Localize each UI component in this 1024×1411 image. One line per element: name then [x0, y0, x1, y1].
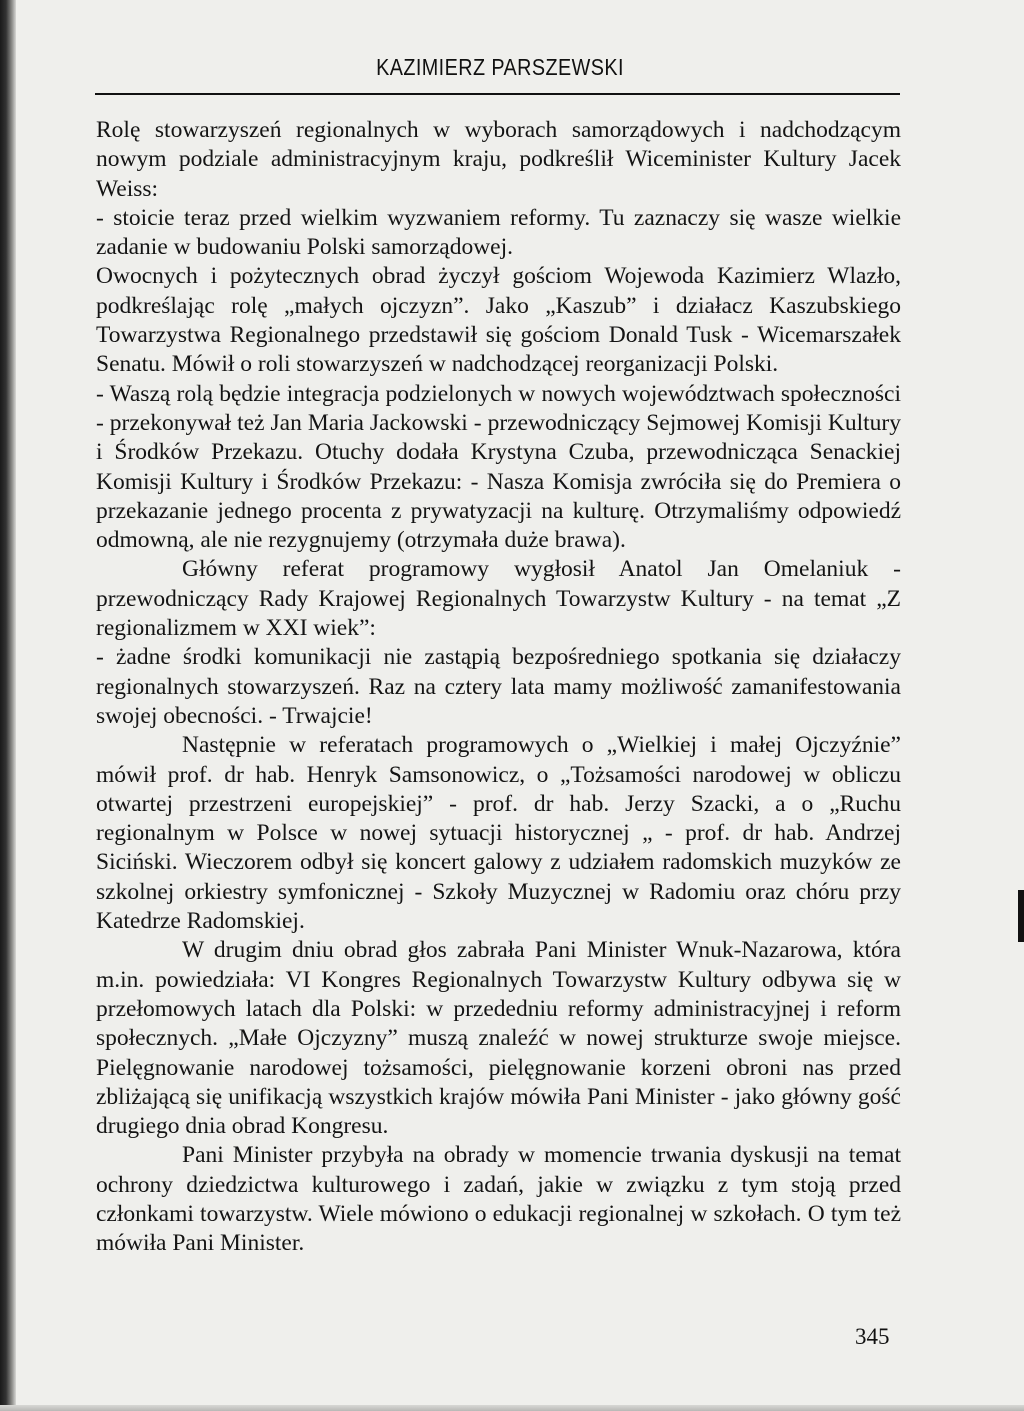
page-bottom-edge — [0, 1405, 1024, 1411]
paragraph: - żadne środki komunikacji nie zastąpią bezpośredniego spotkania się działaczy regionalnych stowarzyszeń. Raz na cztery lata mamy możliwość zamanifestowania swojej obecności. - Trwajcie! — [96, 644, 901, 729]
paragraph: W drugim dniu obrad głos zabrała Pani Minister Wnuk-Nazarowa, która m.in. powiedziała: VI Kongres Regionalnych Towarzystw Kultury odbywa się w przełomowych latach dla Polski: w przededniu reformy administracyjnej i reform społecznych. „Małe Ojczyzny” muszą znaleźć w nowej strukturze swoje miejsce. Pielęgnowanie narodowej tożsamości, pielęgnowanie korzeni obroni nas przed zbliżającą się unifikacją wszystkich krajów mówiła Pani Minister - jako główny gość drugiego dnia obrad Kongresu. — [96, 937, 901, 1140]
paragraph: Następnie w referatach programowych o „Wielkiej i małej Ojczyźnie” mówił prof. dr hab. Henryk Samsonowicz, o „Tożsamości narodowej w obliczu otwartej przestrzeni europejskiej” - prof. dr hab. Jerzy Szacki, a o „Ruchu regionalnym w Polsce w nowej sytuacji historycznej „ - prof. dr hab. Andrzej Siciński. Wieczorem odbył się koncert galowy z udziałem radomskich muzyków ze szkolnej orkiestry symfonicznej - Szkoły Muzycznej w Radomiu oraz chóru przy Katedrze Radomskiej. — [96, 732, 901, 935]
paragraph: Pani Minister przybyła na obrady w momencie trwania dyskusji na temat ochrony dziedzictwa kulturowego i zadań, jakie w związku z tym stoją przed członkami towarzystw. Wiele mówiono o edukacji regionalnej w szkołach. O tym też mówiła Pani Minister. — [96, 1142, 901, 1257]
header-rule — [95, 93, 900, 95]
book-spine-shadow — [0, 0, 16, 1411]
paragraph: Owocnych i pożytecznych obrad życzył gościom Wojewoda Kazimierz Wlazło, podkreślając rolę „małych ojczyzn”. Jako „Kaszub” i działacz Kaszubskiego Towarzystwa Regionalnego przedstawił się gościom Donald Tusk - Wicemarszałek Senatu. Mówił o roli stowarzyszeń w nadchodzącej reorganizacji Polski. — [96, 263, 901, 378]
paragraph: Rolę stowarzyszeń regionalnych w wyborach samorządowych i nadchodzącym nowym podziale administracyjnym kraju, podkreślił Wiceminister Kultury Jacek Weiss: — [96, 117, 901, 202]
page-number: 345 — [855, 1324, 890, 1349]
running-head: KAZIMIERZ PARSZEWSKI — [376, 54, 624, 80]
paragraph: - stoicie teraz przed wielkim wyzwaniem reformy. Tu zaznaczy się wasze wielkie zadanie w budowaniu Polski samorządowej. — [96, 204, 901, 261]
paragraph: - Waszą rolą będzie integracja podzielonych w nowych województwach społeczności - przekonywał też Jan Maria Jackowski - przewodniczący Sejmowej Komisji Kultury i Środków Przekazu. Otuchy dodała Krystyna Czuba, przewodnicząca Senackiej Komisji Kultury i Środków Przekazu: - Nasza Komisja zwróciła się do Premiera o przekazanie jednego procenta z prywatyzacji na kulturę. Otrzymaliśmy odpowiedź odmowną, ale nie rezygnujemy (otrzymała duże brawa). — [96, 380, 901, 554]
scan-edge-mark — [1018, 890, 1024, 942]
paragraph: Główny referat programowy wygłosił Anatol Jan Omelaniuk - przewodniczący Rady Krajowej Regionalnych Towarzystw Kultury - na temat „Z regionalizmem w XXI wiek”: — [96, 556, 901, 642]
article-body — [96, 116, 901, 1259]
